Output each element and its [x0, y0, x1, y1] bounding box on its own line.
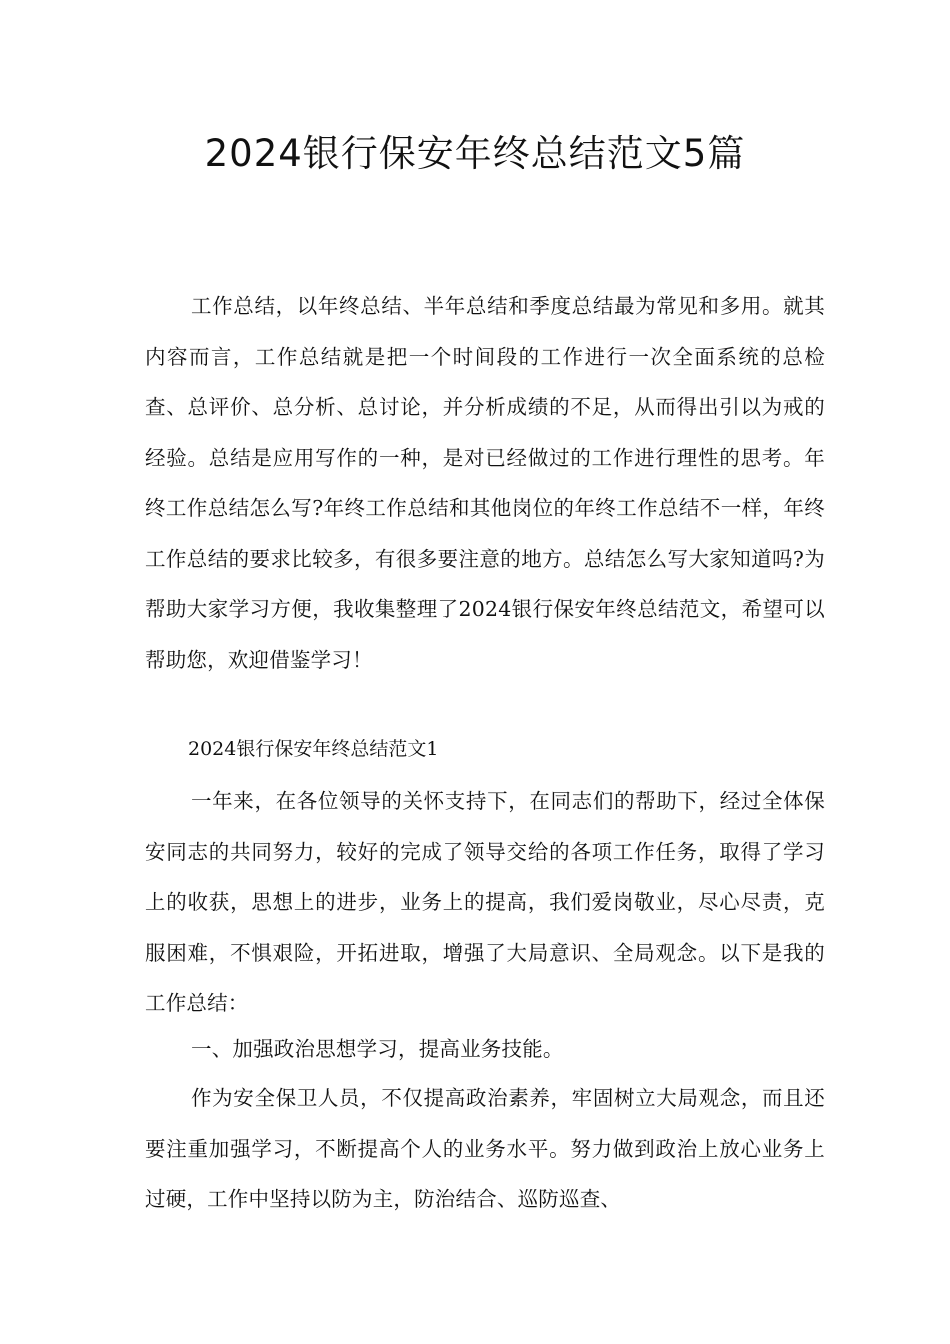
- paragraph-1: 一年来，在各位领导的关怀支持下，在同志们的帮助下，经过全体保安同志的共同努力，较好的完成了领导交给的各项工作任务，取得了学习上的收获，思想上的进步，业务上的提高，我们爱岗敬业，尽心尽责，克服困难，不惧艰险，开拓进取，增强了大局意识、全局观念。以下是我的工作总结：: [145, 789, 825, 1015]
- section-title: 2024银行保安年终总结范文1: [188, 738, 439, 760]
- intro-paragraph: 工作总结，以年终总结、半年总结和季度总结最为常见和多用。就其内容而言，工作总结就是把一个时间段的工作进行一次全面系统的总检查、总评价、总分析、总讨论，并分析成绩的不足，从而得出引以为戒的经验。总结是应用写作的一种，是对已经做过的工作进行理性的思考。年终工作总结怎么写?年终工作总结和其他岗位的年终工作总结不一样，年终工作总结的要求比较多，有很多要注意的地方。总结怎么写大家知道吗?为帮助大家学习方便，我收集整理了2024银行保安年终总结范文，希望可以帮助您，欢迎借鉴学习！: [145, 294, 825, 672]
- heading-1: 一、加强政治思想学习，提高业务技能。: [191, 1037, 564, 1061]
- document-title: 2024银行保安年终总结范文5篇: [204, 132, 746, 175]
- paragraph-2: 作为安全保卫人员，不仅提高政治素养，牢固树立大局观念，而且还要注重加强学习，不断提高个人的业务水平。努力做到政治上放心业务上过硬，工作中坚持以防为主，防治结合、巡防巡查、: [145, 1086, 825, 1211]
